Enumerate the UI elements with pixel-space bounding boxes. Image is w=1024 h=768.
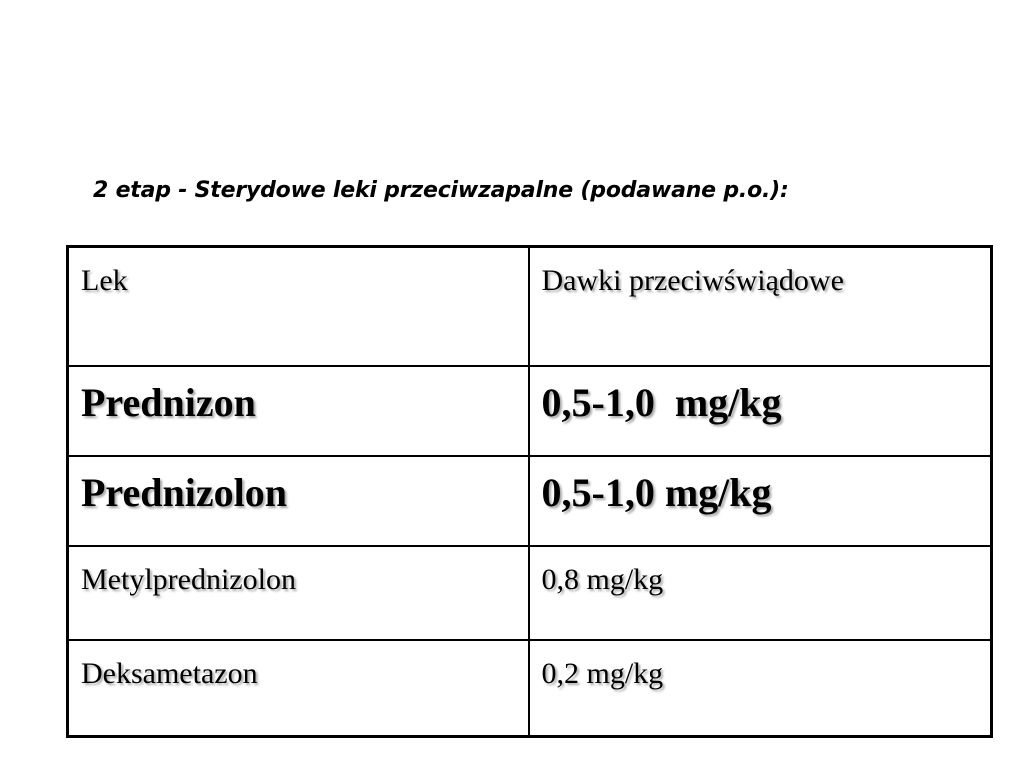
slide-title: 2 etap - Sterydowe leki przeciwzapalne (podawane p.o.): bbox=[93, 178, 789, 203]
header-cell-drug: Lek bbox=[68, 247, 529, 367]
header-cell-dose: Dawki przeciwświądowe bbox=[529, 247, 992, 367]
drug-cell: Metylprednizolon bbox=[68, 546, 529, 640]
table-header-row bbox=[68, 247, 992, 367]
table-row bbox=[68, 456, 992, 546]
dose-cell: 0,5-1,0 mg/kg bbox=[529, 366, 992, 456]
drug-dosage-table bbox=[66, 245, 993, 738]
table-row bbox=[68, 640, 992, 737]
table-row bbox=[68, 546, 992, 640]
dose-cell: 0,2 mg/kg bbox=[529, 640, 992, 737]
dose-cell: 0,5-1,0 mg/kg bbox=[529, 456, 992, 546]
table-row bbox=[68, 366, 992, 456]
drug-cell: Prednizon bbox=[68, 366, 529, 456]
dose-cell: 0,8 mg/kg bbox=[529, 546, 992, 640]
drug-cell: Prednizolon bbox=[68, 456, 529, 546]
drug-cell: Deksametazon bbox=[68, 640, 529, 737]
